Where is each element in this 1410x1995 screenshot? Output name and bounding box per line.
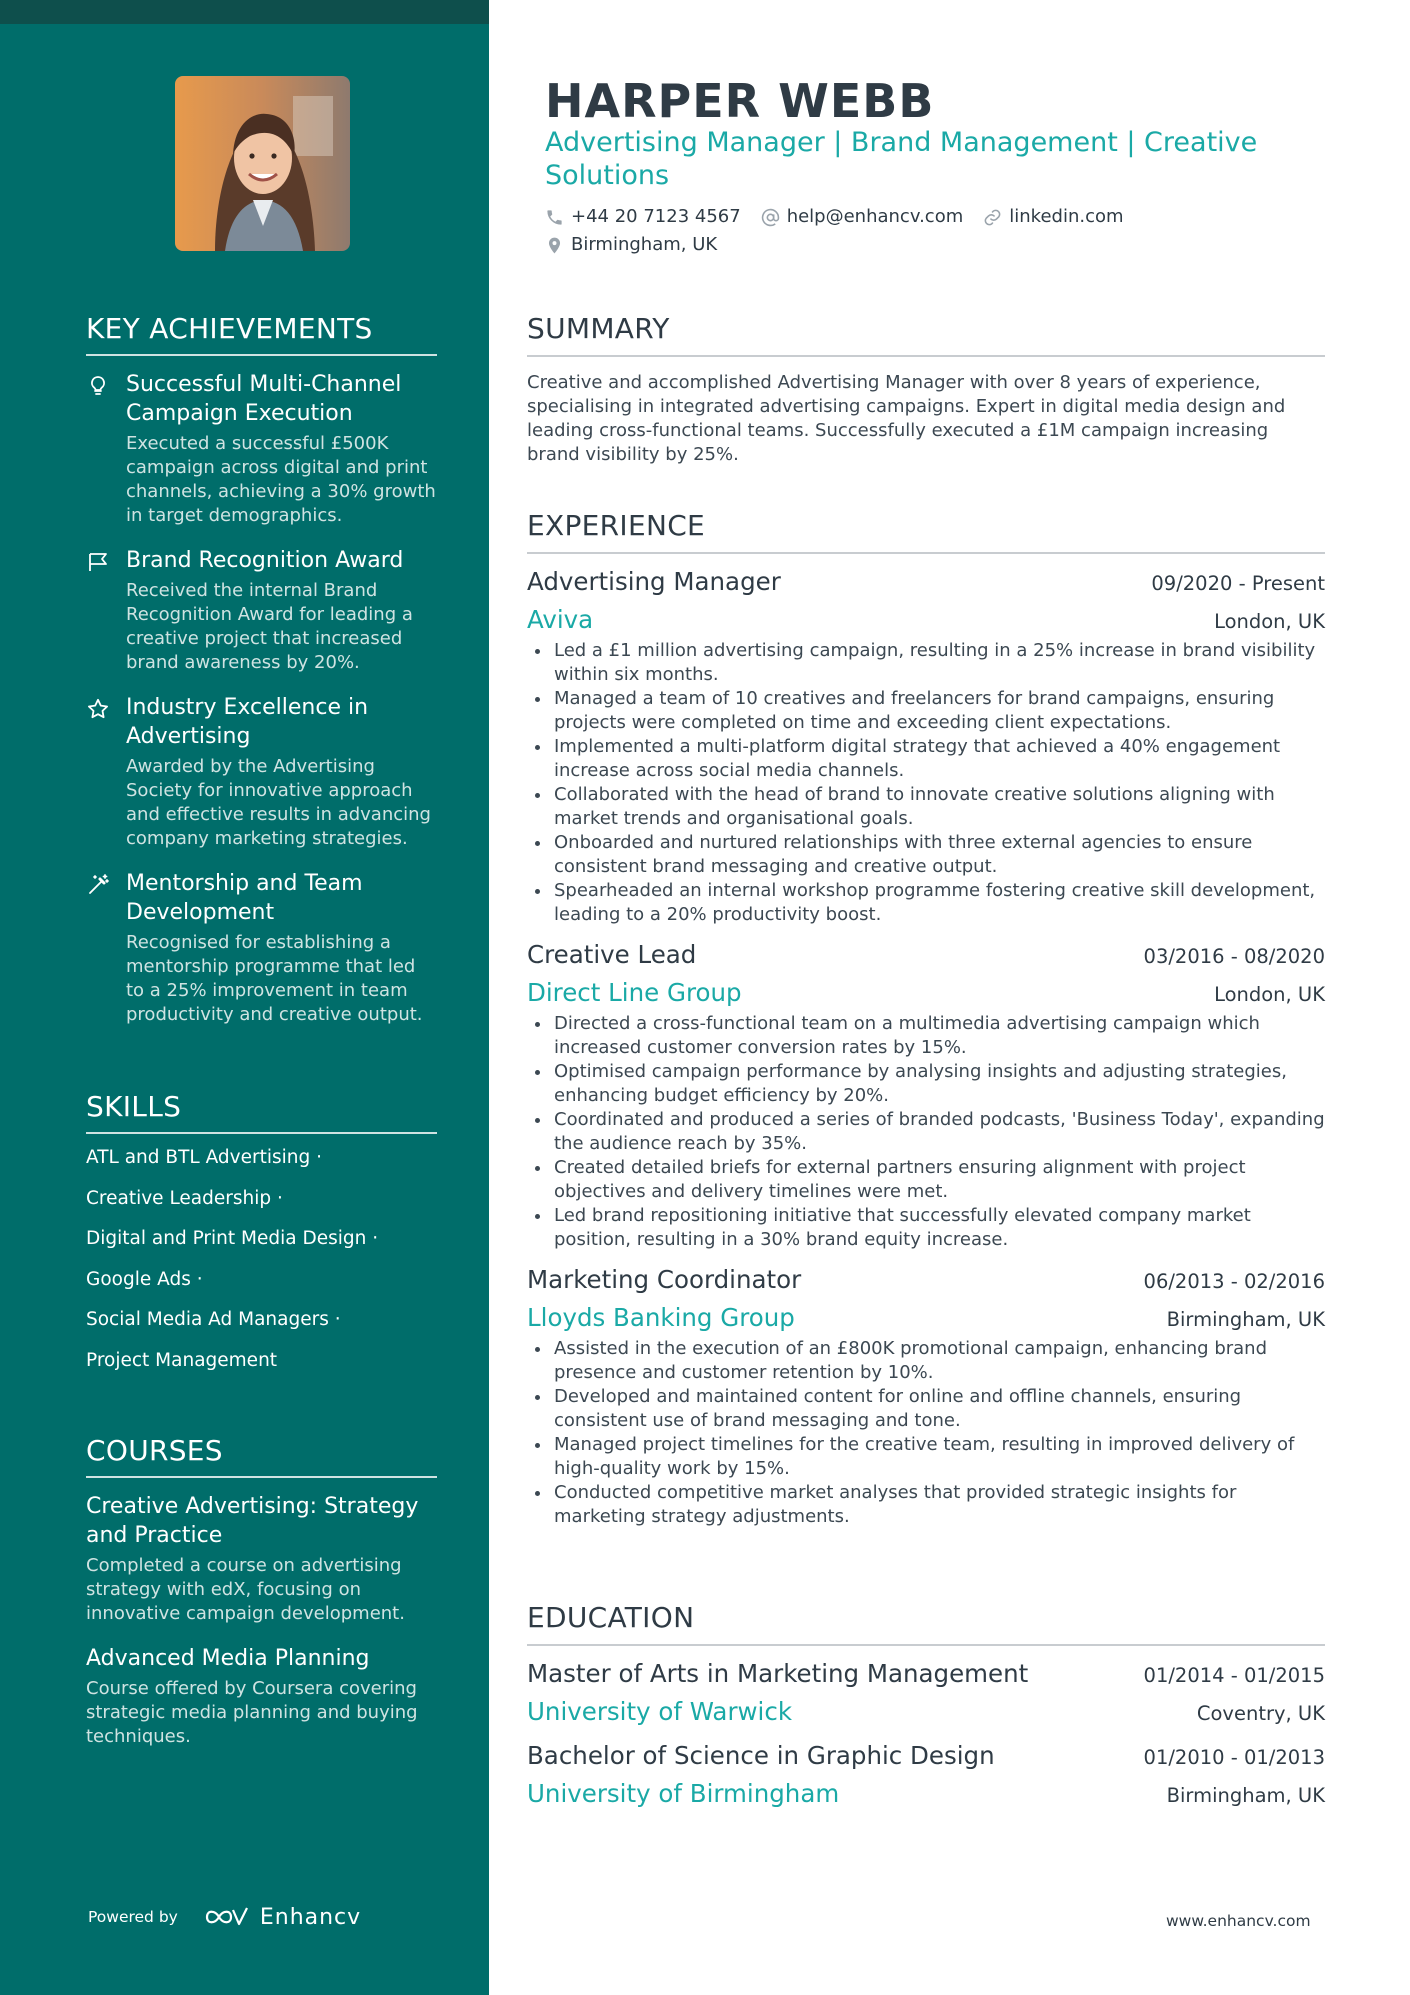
experience-entry bbox=[527, 1264, 1325, 1529]
achievement-description: Awarded by the Advertising Society for innovative approach and effective results in advancing company marketing strategies. bbox=[126, 756, 431, 849]
bullet-item: Implemented a multi-platform digital strategy that achieved a 40% engagement increase across social media channels. bbox=[527, 735, 1325, 783]
job-bullets bbox=[527, 639, 1325, 927]
course-title: Advanced Media Planning bbox=[86, 1646, 370, 1671]
contact-phone[interactable] bbox=[545, 207, 741, 227]
company-name: Lloyds Banking Group bbox=[527, 1303, 795, 1332]
job-bullets bbox=[527, 1337, 1325, 1529]
bullet-item: Created detailed briefs for external partners ensuring alignment with project objectives and delivery timelines were met. bbox=[527, 1156, 1325, 1204]
link-icon bbox=[983, 208, 1002, 227]
course-item bbox=[86, 1644, 437, 1749]
footer-url[interactable]: www.enhancv.com bbox=[1166, 1912, 1311, 1930]
job-title: Advertising Manager bbox=[527, 567, 781, 596]
education-heading: EDUCATION bbox=[527, 1601, 1325, 1646]
achievement-item bbox=[86, 693, 437, 851]
skill-list bbox=[86, 1146, 437, 1373]
education-entry bbox=[527, 1740, 1325, 1810]
education-dates: 01/2014 - 01/2015 bbox=[1143, 1664, 1325, 1687]
linkedin-text: linkedin.com bbox=[1009, 206, 1124, 227]
enhancv-logo-icon bbox=[204, 1904, 250, 1930]
contact-info bbox=[545, 207, 1305, 255]
lightbulb-icon bbox=[86, 374, 110, 398]
degree-title: Bachelor of Science in Graphic Design bbox=[527, 1741, 995, 1770]
skill-item: Project Management bbox=[86, 1349, 278, 1371]
education-dates: 01/2010 - 01/2013 bbox=[1143, 1746, 1325, 1769]
contact-linkedin[interactable] bbox=[983, 207, 1123, 227]
bullet-item: Spearheaded an internal workshop programme fostering creative skill development, leading to a 20% productivity boost. bbox=[527, 879, 1325, 927]
skill-item: Digital and Print Media Design · bbox=[86, 1228, 379, 1249]
magic-wand-icon bbox=[86, 873, 110, 897]
skills-section bbox=[86, 1090, 437, 1389]
enhancv-brand-name: Enhancv bbox=[259, 1904, 362, 1930]
achievement-description: Received the internal Brand Recognition Award for leading a creative project that increased brand awareness by 20%. bbox=[126, 580, 413, 673]
star-icon bbox=[86, 697, 110, 721]
summary-heading: SUMMARY bbox=[527, 312, 1325, 357]
bullet-item: Directed a cross-functional team on a multimedia advertising campaign which increased customer conversion rates by 15%. bbox=[527, 1012, 1325, 1060]
education-section bbox=[527, 1601, 1325, 1810]
job-location: London, UK bbox=[1214, 610, 1325, 633]
bullet-item: Assisted in the execution of an £800K promotional campaign, enhancing brand presence and customer retention by 10%. bbox=[527, 1337, 1325, 1385]
course-item bbox=[86, 1492, 437, 1626]
skill-item: Social Media Ad Managers · bbox=[86, 1309, 341, 1330]
job-bullets bbox=[527, 1012, 1325, 1252]
school-location: Coventry, UK bbox=[1196, 1702, 1325, 1725]
skill-item: ATL and BTL Advertising · bbox=[86, 1147, 322, 1168]
summary-section bbox=[527, 312, 1325, 467]
school-name: University of Warwick bbox=[527, 1697, 793, 1726]
contact-location bbox=[545, 235, 717, 255]
key-achievements-heading: KEY ACHIEVEMENTS bbox=[86, 312, 437, 356]
achievement-title: Industry Excellence in Advertising bbox=[126, 695, 369, 749]
candidate-headline: Advertising Manager | Brand Management | Creative Solutions bbox=[545, 127, 1258, 191]
bullet-item: Led a £1 million advertising campaign, resulting in a 25% increase in brand visibility within six months. bbox=[527, 639, 1325, 687]
achievement-item bbox=[86, 370, 437, 528]
sidebar bbox=[0, 0, 489, 1995]
experience-heading: EXPERIENCE bbox=[527, 509, 1325, 554]
powered-by bbox=[88, 1904, 361, 1930]
bullet-item: Optimised campaign performance by analysing insights and adjusting strategies, enhancing budget efficiency by 20%. bbox=[527, 1060, 1325, 1108]
achievement-title: Brand Recognition Award bbox=[126, 548, 404, 573]
email-text: help@enhancv.com bbox=[786, 206, 964, 227]
job-title: Creative Lead bbox=[527, 940, 697, 969]
bullet-item: Managed project timelines for the creative team, resulting in improved delivery of high-quality work by 15%. bbox=[527, 1433, 1325, 1481]
skill-item: Creative Leadership · bbox=[86, 1187, 283, 1209]
course-description: Course offered by Coursera covering strategic media planning and buying techniques. bbox=[86, 1678, 418, 1747]
enhancv-logo[interactable] bbox=[204, 1904, 361, 1930]
summary-text: Creative and accomplished Advertising Manager with over 8 years of experience, specialising in integrated advertising campaigns. Expert in digital media design and leading cross-functional teams. Successfully executed a £1M campaign increasing brand visibility by 25%. bbox=[527, 372, 1286, 465]
sidebar-top-bar bbox=[0, 0, 489, 24]
bullet-item: Collaborated with the head of brand to innovate creative solutions aligning with market trends and organisational goals. bbox=[527, 783, 1325, 831]
location-text: Birmingham, UK bbox=[571, 234, 718, 255]
job-location: Birmingham, UK bbox=[1166, 1308, 1325, 1331]
contact-email[interactable] bbox=[761, 207, 964, 227]
phone-text: +44 20 7123 4567 bbox=[571, 206, 741, 227]
school-location: Birmingham, UK bbox=[1166, 1784, 1325, 1807]
bullet-item: Conducted competitive market analyses that provided strategic insights for marketing strategy adjustments. bbox=[527, 1481, 1325, 1529]
company-name: Direct Line Group bbox=[527, 978, 742, 1007]
bullet-item: Coordinated and produced a series of branded podcasts, 'Business Today', expanding the audience reach by 35%. bbox=[527, 1108, 1325, 1156]
key-achievements-section bbox=[86, 312, 437, 1027]
degree-title: Master of Arts in Marketing Management bbox=[527, 1659, 1029, 1688]
courses-heading: COURSES bbox=[86, 1434, 437, 1478]
map-pin-icon bbox=[545, 236, 564, 255]
job-location: London, UK bbox=[1214, 983, 1325, 1006]
job-dates: 06/2013 - 02/2016 bbox=[1143, 1270, 1325, 1293]
achievement-item bbox=[86, 869, 437, 1027]
bullet-item: Led brand repositioning initiative that successfully elevated company market position, resulting in a 30% brand equity increase. bbox=[527, 1204, 1325, 1252]
experience-entry bbox=[527, 939, 1325, 1252]
company-name: Aviva bbox=[527, 605, 594, 634]
profile-photo bbox=[175, 76, 350, 251]
experience-section bbox=[527, 509, 1325, 1529]
experience-entry bbox=[527, 566, 1325, 927]
bullet-item: Developed and maintained content for online and offline channels, ensuring consistent use of brand messaging and tone. bbox=[527, 1385, 1325, 1433]
job-dates: 09/2020 - Present bbox=[1151, 572, 1325, 595]
at-sign-icon bbox=[761, 208, 780, 227]
candidate-name: HARPER WEBB bbox=[545, 74, 935, 128]
flag-icon bbox=[86, 550, 110, 574]
achievement-description: Recognised for establishing a mentorship programme that led to a 25% improvement in team productivity and creative output. bbox=[126, 932, 423, 1025]
bullet-item: Managed a team of 10 creatives and freelancers for brand campaigns, ensuring projects were completed on time and exceeding client expectations. bbox=[527, 687, 1325, 735]
course-title: Creative Advertising: Strategy and Practice bbox=[86, 1494, 419, 1548]
skill-item: Google Ads · bbox=[86, 1268, 203, 1290]
courses-section bbox=[86, 1434, 437, 1749]
achievement-title: Successful Multi-Channel Campaign Execution bbox=[126, 372, 402, 426]
achievement-description: Executed a successful £500K campaign across digital and print channels, achieving a 30% growth in target demographics. bbox=[126, 433, 436, 526]
job-dates: 03/2016 - 08/2020 bbox=[1143, 945, 1325, 968]
achievement-title: Mentorship and Team Development bbox=[126, 871, 363, 925]
skills-heading: SKILLS bbox=[86, 1090, 437, 1134]
phone-icon bbox=[545, 208, 564, 227]
school-name: University of Birmingham bbox=[527, 1779, 840, 1808]
powered-by-label: Powered by bbox=[88, 1908, 178, 1926]
course-description: Completed a course on advertising strategy with edX, focusing on innovative campaign development. bbox=[86, 1555, 405, 1624]
job-title: Marketing Coordinator bbox=[527, 1265, 802, 1294]
education-entry bbox=[527, 1658, 1325, 1728]
achievement-item bbox=[86, 546, 437, 675]
bullet-item: Onboarded and nurtured relationships with three external agencies to ensure consistent brand messaging and creative output. bbox=[527, 831, 1325, 879]
